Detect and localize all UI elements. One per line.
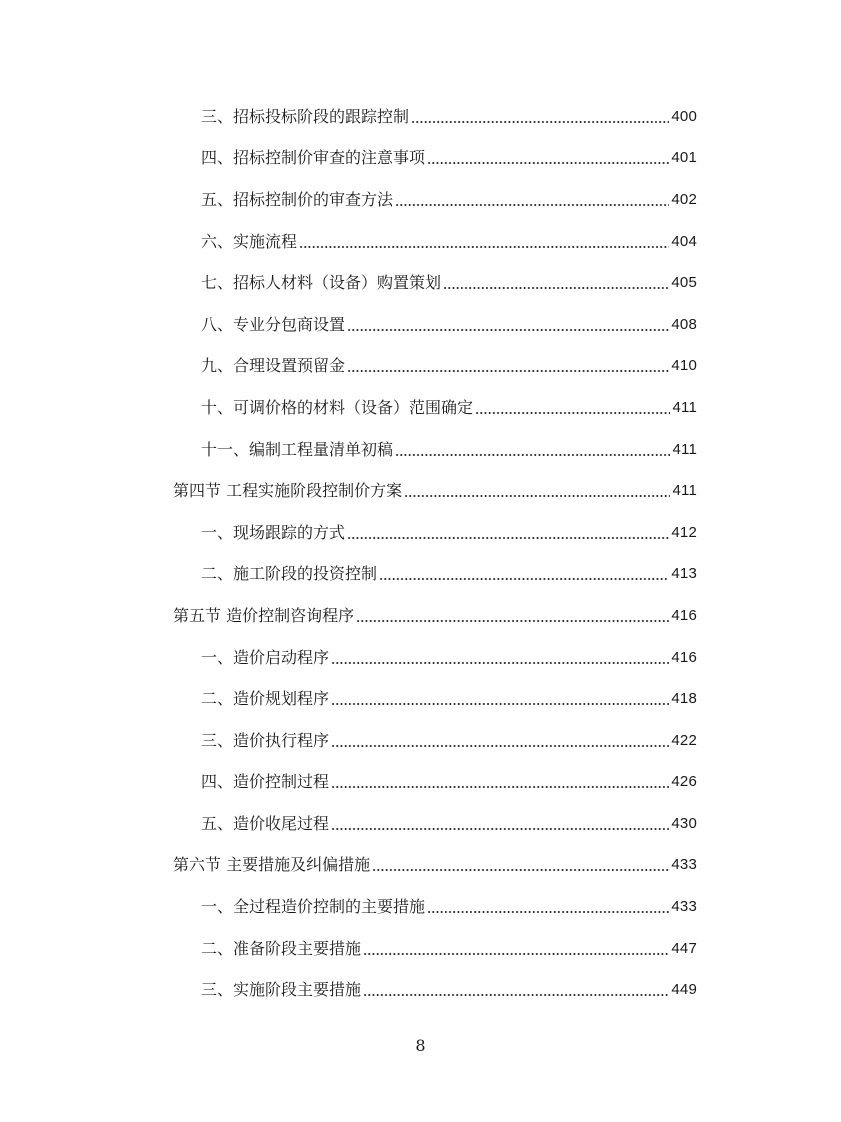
- toc-section-entry[interactable]: [0, 470, 841, 512]
- toc-entry-page: 430: [671, 814, 697, 832]
- toc-entry[interactable]: [0, 221, 841, 263]
- toc-entry-page: 422: [671, 731, 697, 749]
- toc-entry[interactable]: [0, 554, 841, 596]
- toc-entry-title: 五、造价收尾过程: [201, 813, 330, 833]
- toc-entry[interactable]: [0, 96, 841, 138]
- toc-entry[interactable]: [0, 928, 841, 970]
- toc-entry-page: 433: [671, 898, 697, 916]
- toc-entry-title: 二、施工阶段的投资控制: [201, 564, 378, 584]
- toc-entry[interactable]: [0, 346, 841, 388]
- toc-entry-page: 402: [671, 190, 697, 208]
- toc-entry[interactable]: [0, 179, 841, 221]
- table-of-contents: [0, 96, 841, 1011]
- toc-entry[interactable]: [0, 512, 841, 554]
- toc-entry-title: 七、招标人材料（设备）购置策划: [201, 273, 442, 293]
- toc-leader-dots: [331, 817, 669, 831]
- toc-leader-dots: [363, 942, 669, 956]
- toc-entry[interactable]: [0, 262, 841, 304]
- toc-leader-dots: [347, 526, 669, 540]
- toc-section-entry[interactable]: [0, 595, 841, 637]
- toc-leader-dots: [475, 401, 670, 415]
- toc-entry-title: 第四节 工程实施阶段控制价方案: [173, 481, 403, 501]
- toc-leader-dots: [331, 734, 669, 748]
- toc-entry-title: 一、造价启动程序: [201, 647, 330, 667]
- toc-entry-page: 433: [671, 856, 697, 874]
- toc-entry-page: 411: [672, 440, 697, 458]
- toc-leader-dots: [299, 235, 669, 249]
- toc-entry[interactable]: [0, 969, 841, 1011]
- toc-entry-title: 六、实施流程: [201, 231, 298, 251]
- toc-leader-dots: [347, 318, 669, 332]
- toc-entry[interactable]: [0, 678, 841, 720]
- toc-leader-dots: [404, 484, 670, 498]
- toc-leader-dots: [443, 276, 669, 290]
- toc-entry-page: 404: [671, 232, 697, 250]
- toc-entry-title: 二、造价规划程序: [201, 689, 330, 709]
- toc-entry-title: 十一、编制工程量清单初稿: [201, 439, 394, 459]
- toc-entry-title: 二、准备阶段主要措施: [201, 938, 362, 958]
- toc-entry-title: 三、招标投标阶段的跟踪控制: [201, 106, 410, 126]
- toc-entry-page: 401: [671, 149, 697, 167]
- toc-entry-title: 一、全过程造价控制的主要措施: [201, 897, 426, 917]
- toc-entry[interactable]: [0, 803, 841, 845]
- toc-leader-dots: [372, 858, 669, 872]
- toc-leader-dots: [347, 359, 669, 373]
- toc-entry-page: 405: [671, 274, 697, 292]
- toc-leader-dots: [331, 775, 669, 789]
- toc-entry-page: 411: [672, 482, 697, 500]
- toc-entry[interactable]: [0, 387, 841, 429]
- toc-entry-title: 一、现场跟踪的方式: [201, 522, 346, 542]
- toc-leader-dots: [379, 567, 669, 581]
- toc-entry-title: 三、造价执行程序: [201, 730, 330, 750]
- toc-entry-title: 三、实施阶段主要措施: [201, 980, 362, 1000]
- toc-entry-page: 416: [671, 648, 697, 666]
- toc-entry-page: 418: [671, 690, 697, 708]
- toc-entry-page: 447: [671, 939, 697, 957]
- toc-entry-page: 411: [672, 398, 697, 416]
- toc-leader-dots: [427, 900, 669, 914]
- toc-entry-title: 第五节 造价控制咨询程序: [173, 605, 355, 625]
- toc-entry-page: 400: [671, 107, 697, 125]
- toc-section-entry[interactable]: [0, 845, 841, 887]
- toc-entry-page: 449: [671, 981, 697, 999]
- page-number: 8: [415, 1036, 426, 1055]
- toc-entry-page: 426: [671, 773, 697, 791]
- toc-leader-dots: [427, 151, 669, 165]
- toc-entry-page: 413: [671, 565, 697, 583]
- toc-leader-dots: [363, 983, 669, 997]
- toc-entry[interactable]: [0, 304, 841, 346]
- toc-entry-title: 第六节 主要措施及纠偏措施: [173, 855, 371, 875]
- toc-entry-title: 四、招标控制价审查的注意事项: [201, 148, 426, 168]
- toc-entry[interactable]: [0, 138, 841, 180]
- toc-entry-title: 四、造价控制过程: [201, 772, 330, 792]
- toc-entry-page: 416: [671, 606, 697, 624]
- toc-leader-dots: [411, 110, 669, 124]
- toc-entry[interactable]: [0, 720, 841, 762]
- toc-leader-dots: [395, 193, 669, 207]
- toc-entry[interactable]: [0, 429, 841, 471]
- toc-entry-page: 410: [671, 357, 697, 375]
- toc-entry-page: 412: [671, 523, 697, 541]
- toc-entry-page: 408: [671, 315, 697, 333]
- toc-entry-title: 九、合理设置预留金: [201, 356, 346, 376]
- toc-leader-dots: [331, 692, 669, 706]
- toc-entry[interactable]: [0, 762, 841, 804]
- toc-leader-dots: [331, 651, 669, 665]
- toc-entry-title: 五、招标控制价的审查方法: [201, 189, 394, 209]
- toc-entry[interactable]: [0, 886, 841, 928]
- toc-entry-title: 八、专业分包商设置: [201, 314, 346, 334]
- toc-leader-dots: [395, 443, 670, 457]
- toc-entry[interactable]: [0, 637, 841, 679]
- toc-leader-dots: [356, 609, 669, 623]
- toc-entry-title: 十、可调价格的材料（设备）范围确定: [201, 397, 474, 417]
